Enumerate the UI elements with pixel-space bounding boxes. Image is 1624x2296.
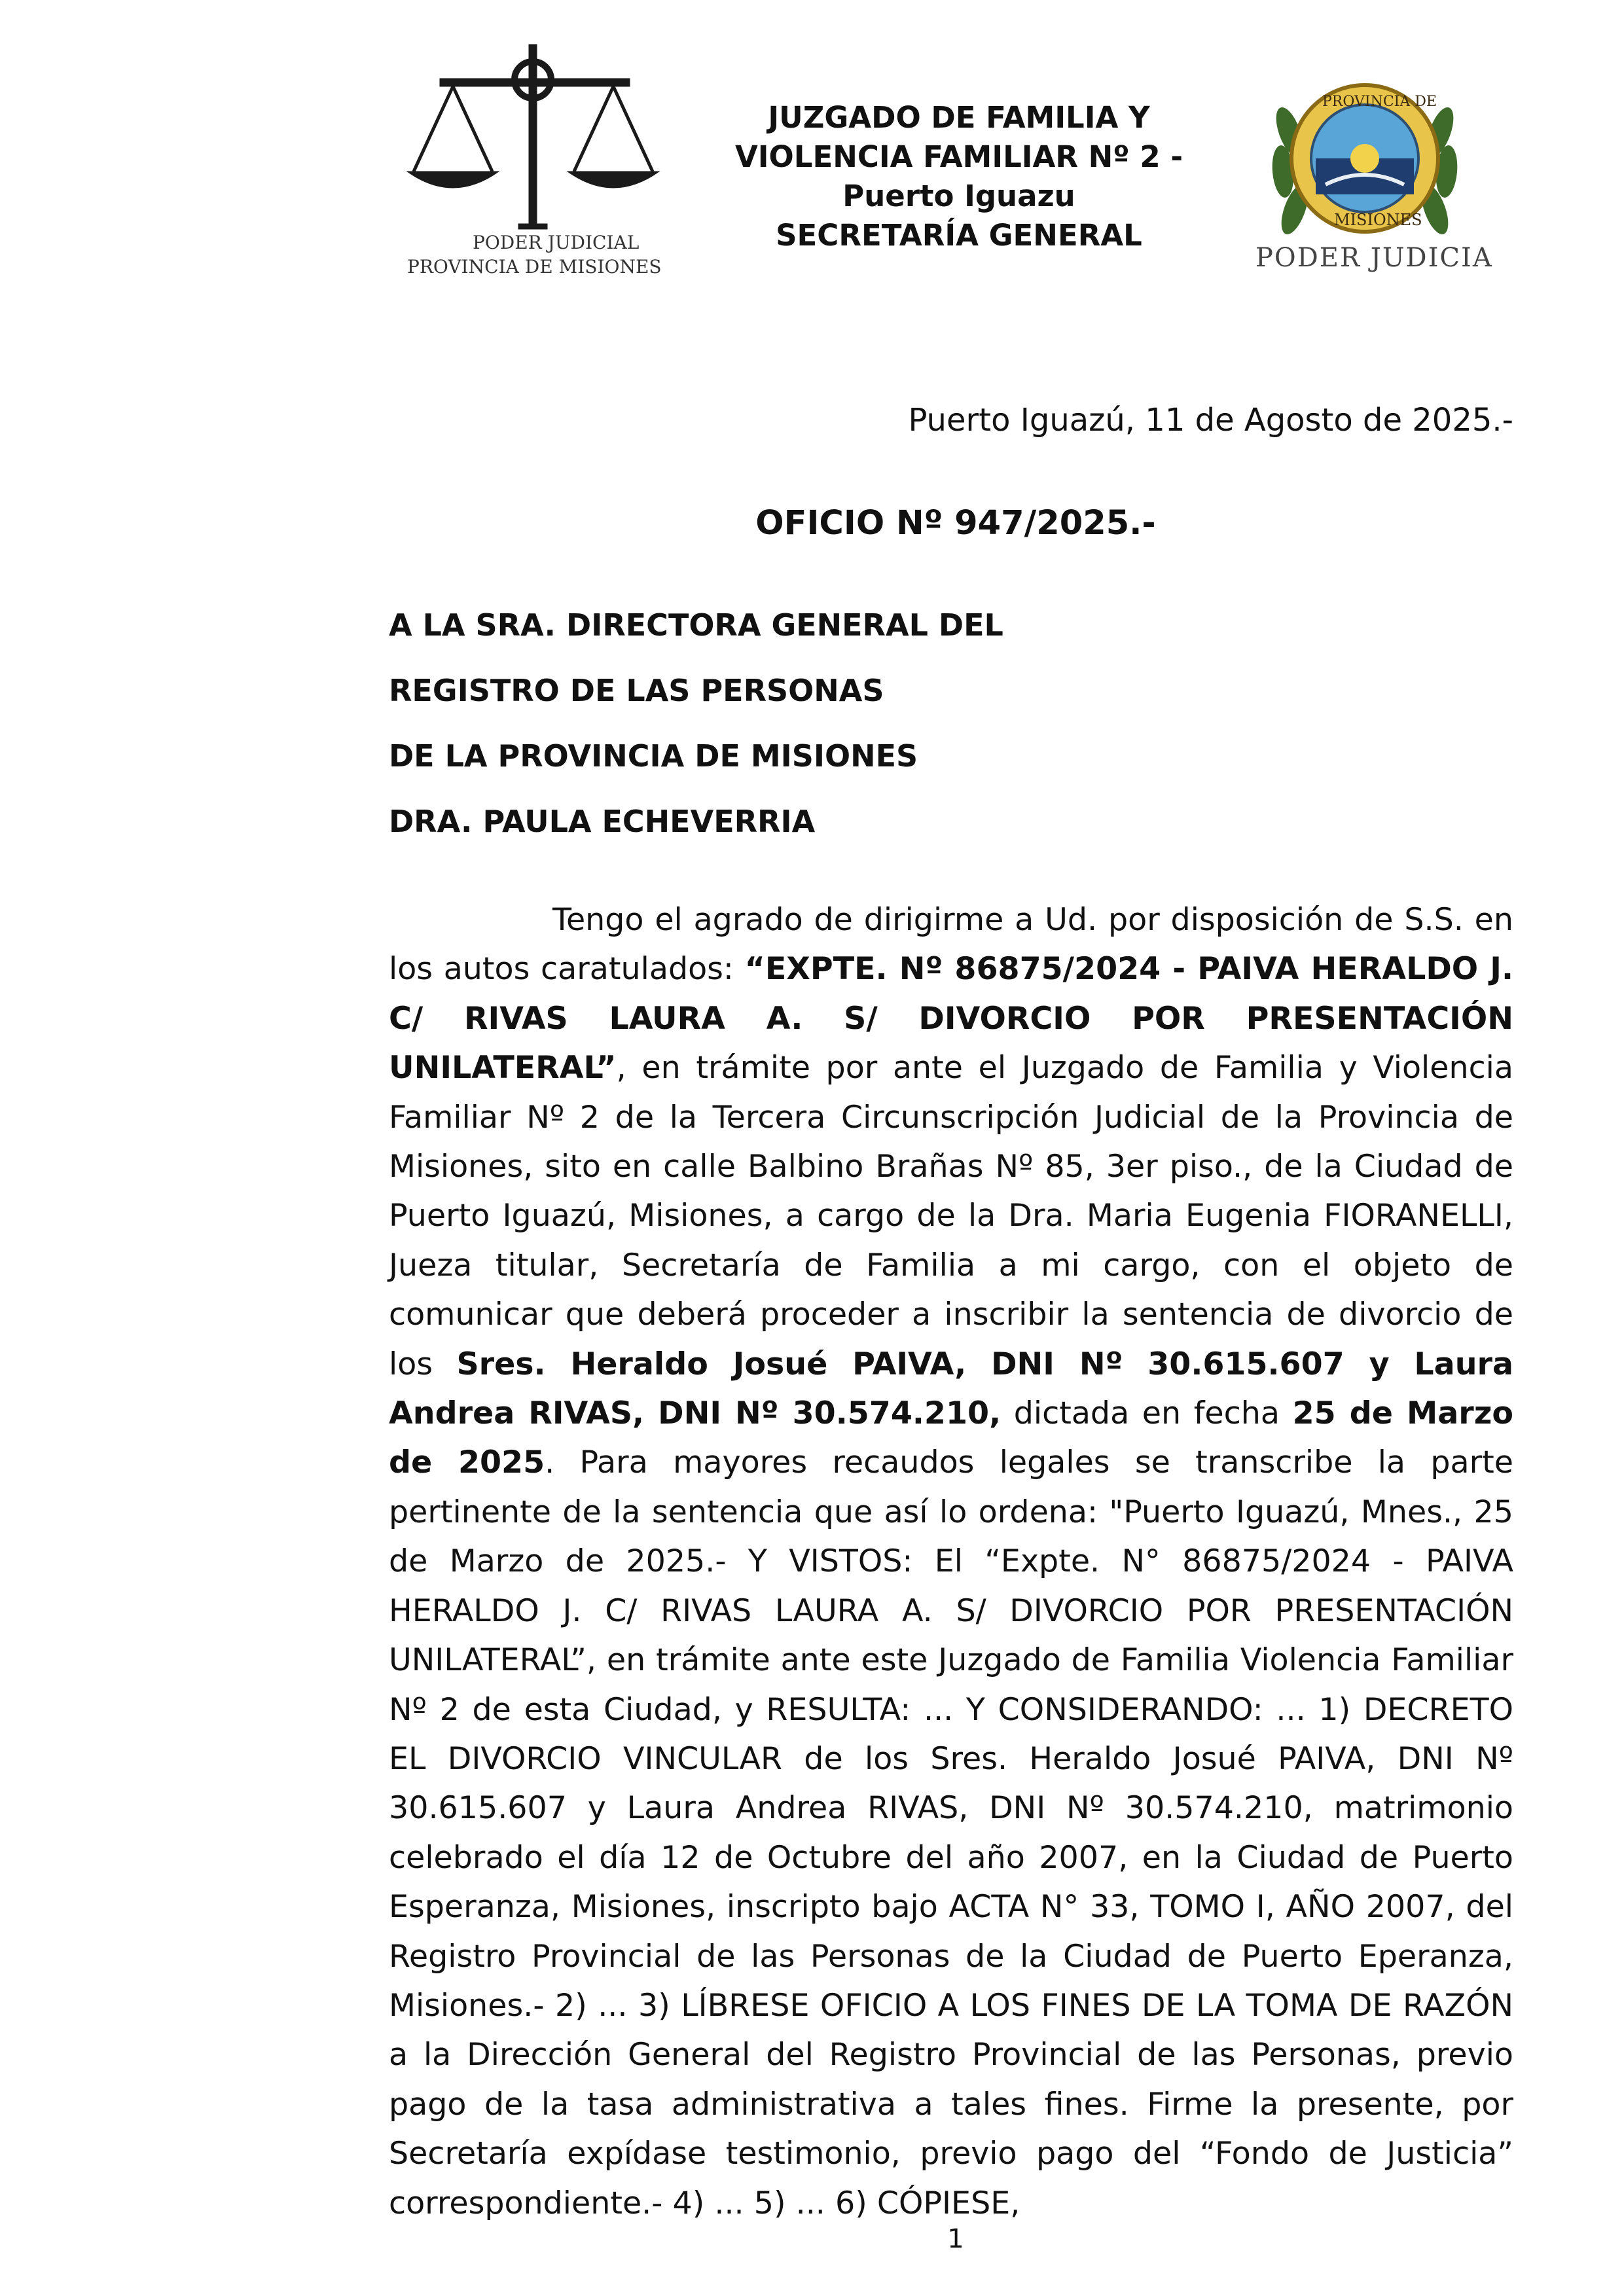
court-line-2: VIOLENCIA FAMILIAR Nº 2 - [734, 139, 1183, 174]
court-line-4: SECRETARÍA GENERAL [776, 218, 1142, 253]
addressee-line-1: A LA SRA. DIRECTORA GENERAL DEL [389, 607, 1003, 643]
seal-bottom-text: MISIONES [1334, 211, 1422, 229]
document-date: Puerto Iguazú, 11 de Agosto de 2025.- [908, 402, 1513, 439]
scales-of-justice-icon [401, 41, 676, 289]
body-bold-parties: Sres. Heraldo Josué PAIVA, DNI Nº 30.615.607 y Laura Andrea RIVAS, DNI Nº 30.574.210, [389, 1346, 1513, 1432]
addressee-block [389, 605, 1003, 867]
body-bold-date: 25 de Marzo de 2025 [389, 1395, 1513, 1481]
poder-judicial-logo-right [1244, 60, 1492, 283]
body-paragraph [389, 895, 1513, 2228]
left-logo-caption-1: PODER JUDICIAL [473, 232, 640, 253]
court-heading [681, 98, 1237, 255]
page-number: 1 [947, 2224, 964, 2254]
poder-judicial-logo-left [401, 41, 676, 289]
right-logo-caption: PODER JUDICIAL [1255, 243, 1492, 273]
oficio-title [0, 504, 1624, 543]
seal-top-text: PROVINCIA DE [1322, 94, 1437, 110]
court-line-1: JUZGADO DE FAMILIA Y [768, 100, 1150, 135]
addressee-line-4: DRA. PAULA ECHEVERRIA [389, 804, 816, 839]
addressee-line-2: REGISTRO DE LAS PERSONAS [389, 673, 884, 708]
body-text-1: Tengo el agrado de dirigirme a Ud. por disposición de S.S. en los autos caratulados: [389, 902, 1513, 988]
oficio-title-text: OFICIO Nº 947/2025.- [755, 504, 1156, 543]
addressee-line-3: DE LA PROVINCIA DE MISIONES [389, 738, 918, 774]
court-line-3: Puerto Iguazu [842, 179, 1075, 213]
left-logo-caption-2: PROVINCIA DE MISIONES [407, 256, 662, 278]
body-paragraph-text [389, 895, 1513, 2228]
body-text-3: dictada en fecha [1001, 1395, 1293, 1432]
provincia-de-misiones-seal-icon [1244, 60, 1492, 283]
body-text-4: . Para mayores recaudos legales se transcribe la parte pertinente de la sentencia que así lo ordena: "Puerto Iguazú, Mnes., 25 de Marzo de 2025.- Y VISTOS: El “Expte. N° 86875/2024 - PAIVA HERALDO J. C/ RIVAS LAURA A. S/ DIVORCIO POR PRESENTACIÓN UNILATERAL”, en trámite ante este Juzgado de Familia Violencia Familiar Nº 2 de esta Ciudad, y RESULTA: ... Y CONSIDERANDO: ... 1) DECRETO EL DIVORCIO VINCULAR de los Sres. Heraldo Josué PAIVA, DNI Nº 30.615.607 y Laura Andrea RIVAS, DNI Nº 30.574.210, matrimonio celebrado el día 12 de Octubre del año 2007, en la Ciudad de Puerto Esperanza, Misiones, inscripto bajo ACTA N° 33, TOMO I, AÑO 2007, del Registro Provincial de las Personas de la Ciudad de Puerto Eperanza, Misiones.- 2) ... 3) LÍBRESE OFICIO A LOS FINES DE LA TOMA DE RAZÓN a la Dirección General del Registro Provincial de las Personas, previo pago de la tasa administrativa a tales fines. Firme la presente, por Secretaría expídase testimonio, previo pago del “Fondo de Justicia” correspondiente.- 4) ... 5) ... 6) CÓPIESE, [389, 1444, 1513, 2221]
body-text-2: , en trámite por ante el Juzgado de Familia y Violencia Familiar Nº 2 de la Tercera Circunscripción Judicial de la Provincia de Misiones, sito en calle Balbino Brañas Nº 85, 3er piso., de la Ciudad de Puerto Iguazú, Misiones, a cargo de la Dra. Maria Eugenia FIORANELLI, Jueza titular, Secretaría de Familia a mi cargo, con el objeto de comunicar que deberá proceder a inscribir la sentencia de divorcio de los [389, 1050, 1513, 1382]
body-bold-case-title: “EXPTE. Nº 86875/2024 - PAIVA HERALDO J. C/ RIVAS LAURA A. S/ DIVORCIO POR PRESENTACIÓN UNILATERAL” [389, 951, 1513, 1086]
